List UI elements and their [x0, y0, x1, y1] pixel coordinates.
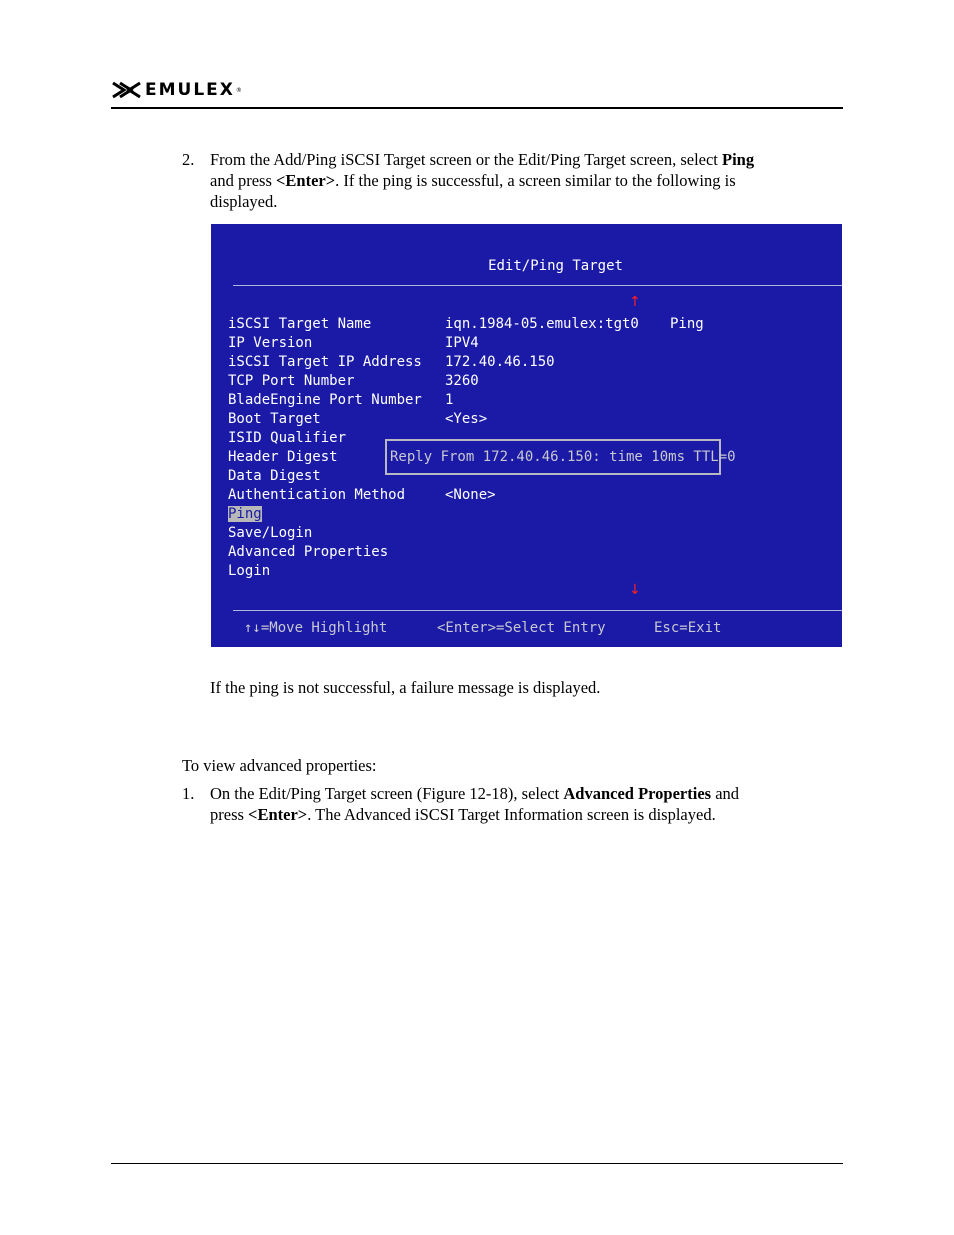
menu-item-advanced-properties[interactable]: Advanced Properties — [228, 544, 389, 560]
menu-item-save-login[interactable]: Save/Login — [228, 525, 313, 541]
field-value-target-ip: 172.40.46.150 — [445, 354, 555, 370]
emulex-logo-icon — [111, 80, 141, 100]
scroll-down-arrow-icon: ↓ — [629, 582, 641, 598]
field-label-data-digest[interactable]: Data Digest — [228, 468, 321, 484]
screen-title: Edit/Ping Target — [488, 258, 623, 274]
field-value-tcp-port: 3260 — [445, 373, 479, 389]
step-1-text: On the Edit/Ping Target screen (Figure 12-18), select Advanced Properties and press <Enter>. The Advanced iSCSI Target Information screen is displayed. — [210, 784, 740, 824]
footer-exit: Esc=Exit — [654, 620, 722, 636]
ping-option[interactable]: Ping — [670, 316, 704, 332]
footer-rule — [111, 1163, 843, 1164]
ping-reply-popup: Reply From 172.40.46.150: time 10ms TTL=0 — [385, 439, 721, 475]
field-label-tcp-port[interactable]: TCP Port Number — [228, 373, 355, 389]
field-value-auth-method: <None> — [445, 487, 496, 503]
field-value-target-name: iqn.1984-05.emulex:tgt0 — [445, 316, 639, 332]
highlighted-ping-label: Ping — [228, 506, 262, 522]
edit-ping-target-screen — [211, 224, 842, 647]
emulex-logo — [111, 79, 242, 101]
advanced-properties-intro: To view advanced properties: — [182, 756, 377, 775]
menu-item-login[interactable]: Login — [228, 563, 271, 579]
bottom-divider — [233, 610, 842, 611]
field-label-target-ip[interactable]: iSCSI Target IP Address — [228, 354, 422, 370]
field-label-target-name[interactable]: iSCSI Target Name — [228, 316, 372, 332]
top-divider — [233, 285, 842, 286]
field-value-boot-target: <Yes> — [445, 411, 488, 427]
footer-move-highlight: ↑↓=Move Highlight — [244, 620, 388, 636]
step-2-number: 2. — [182, 150, 195, 169]
field-label-header-digest[interactable]: Header Digest — [228, 449, 338, 465]
scroll-up-arrow-icon: ↑ — [629, 294, 641, 310]
field-value-bladeengine-port: 1 — [445, 392, 454, 408]
logo-trademark: ® — [235, 86, 242, 94]
field-label-bladeengine-port[interactable]: BladeEngine Port Number — [228, 392, 422, 408]
field-value-ip-version: IPV4 — [445, 335, 479, 351]
logo-text: EMULEX — [145, 80, 235, 100]
header-rule — [111, 107, 843, 109]
menu-item-ping[interactable] — [228, 506, 262, 522]
failure-note: If the ping is not successful, a failure message is displayed. — [210, 678, 601, 697]
field-label-isid-qualifier[interactable]: ISID Qualifier — [228, 430, 347, 446]
field-label-ip-version[interactable]: IP Version — [228, 335, 313, 351]
footer-select-entry: <Enter>=Select Entry — [437, 620, 606, 636]
field-label-boot-target[interactable]: Boot Target — [228, 411, 321, 427]
step-1-number: 1. — [182, 784, 195, 803]
step-2-text: From the Add/Ping iSCSI Target screen or the Edit/Ping Target screen, select Ping and press <Enter>. If the ping is successful, a screen similar to the following is displayed. — [210, 150, 755, 211]
field-label-auth-method[interactable]: Authentication Method — [228, 487, 406, 503]
